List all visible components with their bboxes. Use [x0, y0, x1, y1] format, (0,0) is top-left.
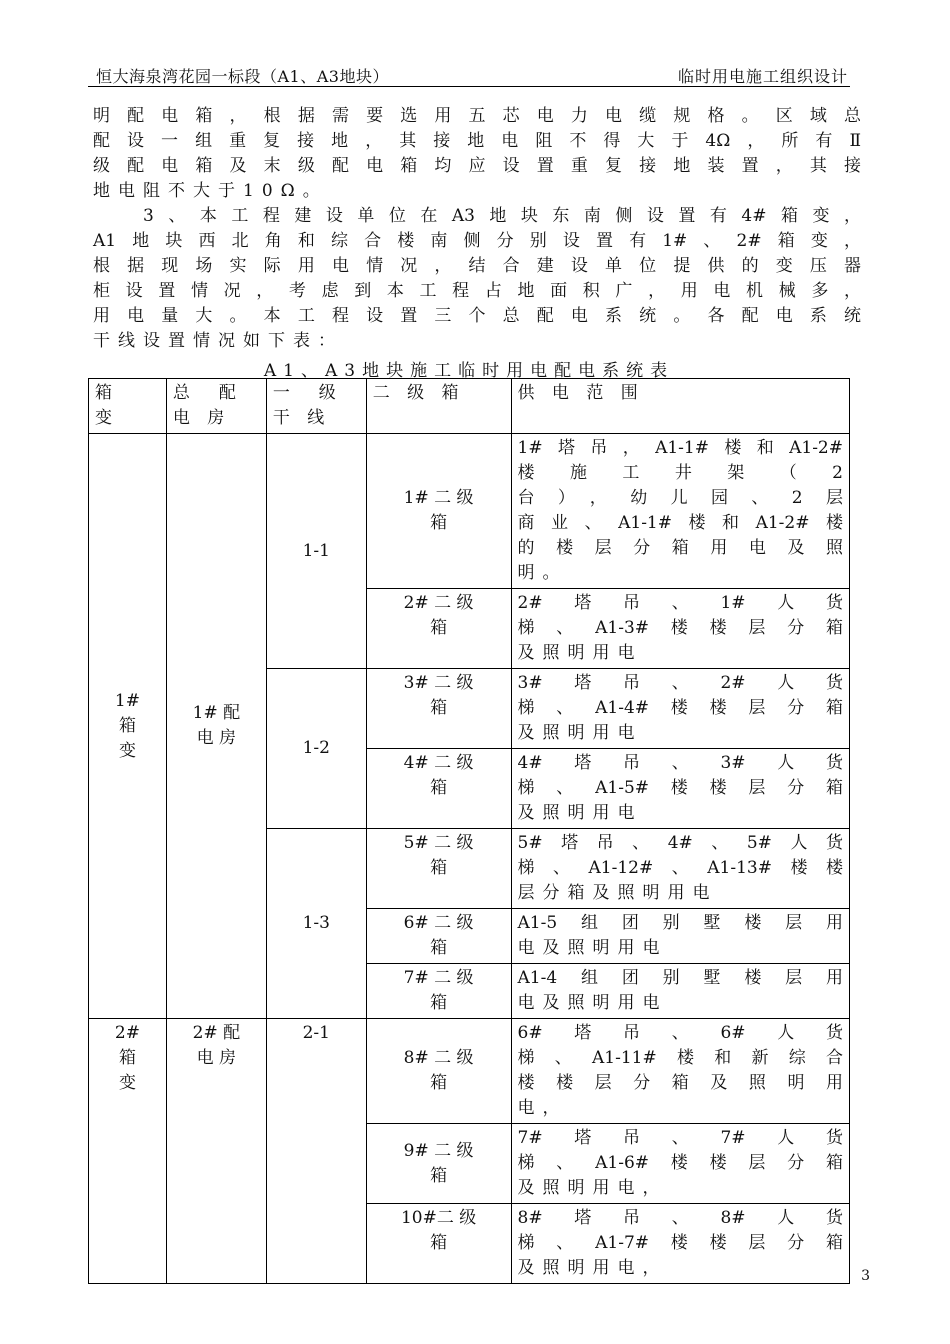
- header-project-title: 恒大海泉湾花园一标段（A1、A3地块）: [96, 67, 389, 86]
- supply-range-7: A1-4组团别墅楼层用 电及照明用电: [511, 964, 849, 1019]
- transformer-1: 1# 箱 变: [89, 434, 167, 1019]
- second-box-8: 8# 二 级 箱: [366, 1019, 511, 1124]
- header-trunk: 一 级 干 线: [266, 379, 366, 434]
- second-box-10: 10#二 级 箱: [366, 1204, 511, 1284]
- power-room-2: 2# 配 电 房: [166, 1019, 266, 1284]
- second-box-2: 2# 二 级 箱: [366, 589, 511, 669]
- page-header: [88, 62, 850, 87]
- header-second-box: 二 级 箱: [366, 379, 511, 434]
- supply-range-5: 5#塔吊、4#、5#人货 梯、A1-12#、A1-13#楼楼 层分箱及照明用电: [511, 829, 849, 909]
- table-row: [89, 434, 850, 589]
- paragraph-transformers: [93, 204, 861, 354]
- trunk-line-2-1: 2-1: [266, 1019, 366, 1284]
- text-line: 配设一组重复接地，其接地电阻不得大于4Ω，所有Ⅱ: [93, 131, 861, 151]
- table-header-row: [89, 379, 850, 434]
- supply-range-9: 7#塔吊、7#人货 梯、A1-6#楼楼层分箱 及照明用电，: [511, 1124, 849, 1204]
- text-line: 明配电箱，根据需要选用五芯电力电缆规格。区域总: [93, 106, 861, 126]
- text-line: 地电阻不大于10Ω。: [93, 181, 328, 201]
- trunk-line-1-3: 1-3: [266, 829, 366, 1019]
- trunk-line-1-1: 1-1: [266, 434, 366, 669]
- second-box-7: 7# 二 级 箱: [366, 964, 511, 1019]
- header-supply-range: 供 电 范 围: [511, 379, 849, 434]
- transformer-2: 2# 箱 变: [89, 1019, 167, 1284]
- supply-range-2: 2#塔吊、1#人货 梯、A1-3#楼楼层分箱 及照明用电: [511, 589, 849, 669]
- text-line: 柜设置情况，考虑到本工程占地面积广，用电机械多，: [93, 281, 861, 301]
- second-box-6: 6# 二 级 箱: [366, 909, 511, 964]
- text-line: 根据现场实际用电情况，结合建设单位提供的变压器: [93, 256, 861, 276]
- supply-range-10: 8#塔吊、8#人货 梯、A1-7#楼楼层分箱 及照明用电，: [511, 1204, 849, 1284]
- second-box-3: 3# 二 级 箱: [366, 669, 511, 749]
- header-box: 箱 变: [89, 379, 167, 434]
- header-room: 总 配 电 房: [166, 379, 266, 434]
- text-line: A1地块西北角和综合楼南侧分别设置有1#、2#箱变，: [93, 231, 861, 251]
- text-line: 用电量大。本工程设置三个总配电系统。各配电系统: [93, 306, 861, 326]
- supply-range-6: A1-5组团别墅楼层用 电及照明用电: [511, 909, 849, 964]
- power-room-1: 1# 配 电 房: [166, 434, 266, 1019]
- paragraph-grounding: [93, 104, 861, 204]
- second-box-4: 4# 二 级 箱: [366, 749, 511, 829]
- text-line: 干线设置情况如下表：: [93, 331, 343, 351]
- table-caption: A1、A3地块施工临时用电配电系统表: [263, 361, 675, 381]
- supply-range-1: 1#塔吊，A1-1#楼和A1-2# 楼施工井架（2 台），幼儿园、2层 商业、A1-1#楼和A1-2#楼 的楼层分箱用电及照 明。: [511, 434, 849, 589]
- text-line: 级配电箱及末级配电箱均应设置重复接地装置，其接: [93, 156, 861, 176]
- supply-range-4: 4#塔吊、3#人货 梯、A1-5#楼楼层分箱 及照明用电: [511, 749, 849, 829]
- distribution-system-table: [88, 378, 850, 1284]
- second-box-9: 9# 二 级 箱: [366, 1124, 511, 1204]
- second-box-1: 1# 二 级 箱: [366, 434, 511, 589]
- second-box-5: 5# 二 级 箱: [366, 829, 511, 909]
- page-number: 3: [861, 1268, 870, 1284]
- text-line: 3、本工程建设单位在A3地块东南侧设置有4#箱变，: [143, 206, 861, 226]
- table-row: [89, 1019, 850, 1124]
- trunk-line-1-2: 1-2: [266, 669, 366, 829]
- header-document-title: 临时用电施工组织设计: [677, 67, 848, 86]
- supply-range-3: 3#塔吊、2#人货 梯、A1-4#楼楼层分箱 及照明用电: [511, 669, 849, 749]
- supply-range-8: 6#塔吊、6#人货 梯、A1-11#楼和新综合 楼楼层分箱及照明用 电，: [511, 1019, 849, 1124]
